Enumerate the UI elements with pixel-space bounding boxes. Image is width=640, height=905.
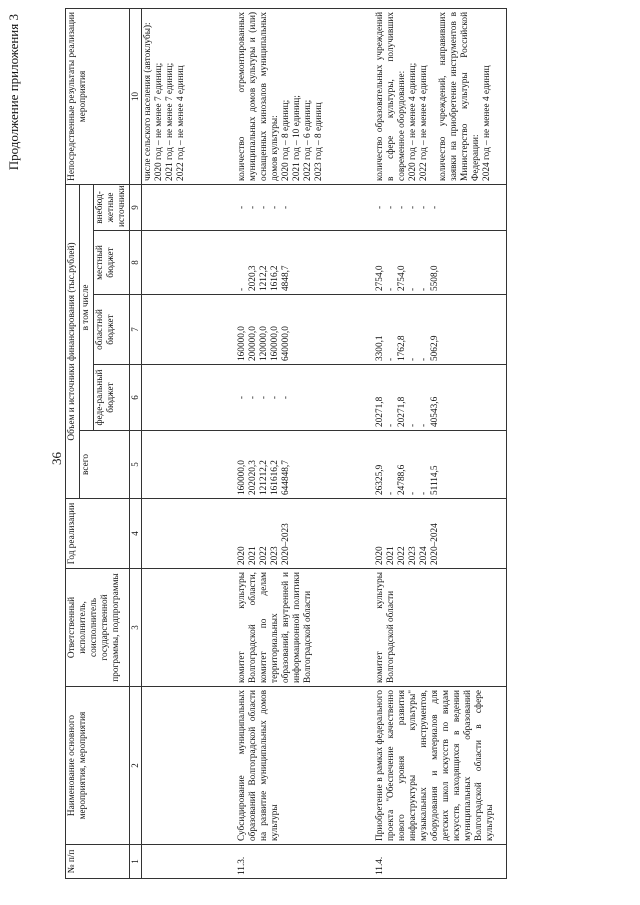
header-local: местный бюджет (94, 231, 130, 295)
header-offbudget: внебюд-жетные источники (94, 184, 130, 230)
row-federal: 20271,8 - 20271,8 - - 40543,6 (374, 365, 507, 431)
continuation-results: числе сельского населения (автоклубы): 2020 год – не менее 7 единиц; 2021 год – не менее 7 единиц; 2022 год – не менее 4 единиц (142, 8, 189, 184)
row-federal: - - - - - (236, 365, 326, 431)
row-results: количество образовательных учреждений в сфере культуры, получивших современное оборудование: 2020 год – не менее 4 единиц; 2022 год – не менее 4 единиц количество учреждений, направивших заявки на приобретение инструментов в Министерство культуры Российской Федерации: 2024 год – не менее 4 единиц (374, 8, 507, 184)
col-num-8: 8 (130, 231, 142, 295)
row-local: 2754,0 - 2754,0 - - 5508,0 (374, 231, 507, 295)
row-name: Субсидирование муниципальных образований Волгоградской области на развитие муниципальных домов культуры (236, 687, 326, 845)
header-results: Непосредственные результаты реализации мероприятия (66, 8, 130, 184)
col-num-2: 2 (130, 687, 142, 845)
col-num-7: 7 (130, 295, 142, 365)
table-row (374, 8, 507, 878)
col-num-4: 4 (130, 499, 142, 569)
header-year: Год реализации (66, 499, 130, 569)
header-executor: Ответственный исполнитель, соисполнитель государственной программы, подпрограммы (66, 569, 130, 687)
header-regional: областной бюджет (94, 295, 130, 365)
header-total: всего (80, 431, 130, 499)
row-num: 11.4. (374, 845, 507, 879)
row-years: 2020 2021 2022 2023 2020–2023 (236, 499, 326, 569)
row-executor: комитет культуры Волгоградской области (374, 569, 507, 687)
row-total: 160000,0 202020,3 121212,2 161616,2 644848,7 (236, 431, 326, 499)
page-number: 36 (49, 452, 64, 465)
col-num-9: 9 (130, 184, 142, 230)
col-num-1: 1 (130, 845, 142, 879)
header-federal: феде-ральный бюджет (94, 365, 130, 431)
col-num-10: 10 (130, 8, 142, 184)
row-name: Приобретение в рамках федерального проекта "Обеспечение качественно нового уровня развития инфраструктуры культуры" музыкальных инструментов, оборудования и материалов для детских школ искусств по видам искусств, находящихся в ведении муниципальных образований Волгоградской области в сфере культуры (374, 687, 507, 845)
row-offbudget: - - - - - (236, 184, 326, 230)
row-regional: 3300,1 - 1762,8 - - 5062,9 (374, 295, 507, 365)
header-incl: в том числе (80, 184, 94, 430)
table-row-continuation (142, 8, 189, 878)
row-results: количество отремонтированных муниципальных домов культуры и (или) оснащенных кинозалов муниципальных домов культуры: 2020 год – 8 единиц; 2021 год – 10 единиц; 2022 год – 6 единиц; 2023 год – 8 единиц (236, 8, 326, 184)
row-num: 11.3. (236, 845, 326, 879)
row-total: 26325,9 - 24788,6 - - 51114,5 (374, 431, 507, 499)
header-funding: Объем и источники финансирования (тыс.рублей) (66, 184, 80, 498)
header-row-1 (66, 8, 80, 878)
column-numbers-row (130, 8, 142, 878)
col-num-3: 3 (130, 569, 142, 687)
header-name: Наименование основного мероприятия, мероприятия (66, 687, 130, 845)
row-local: - 2020,3 1212,2 1616,2 4848,7 (236, 231, 326, 295)
header-num: № п/п (66, 845, 130, 879)
financing-table (65, 8, 507, 879)
row-offbudget: - - - - - - (374, 184, 507, 230)
col-num-5: 5 (130, 431, 142, 499)
table-row (236, 8, 326, 878)
row-years: 2020 2021 2022 2023 2024 2020–2024 (374, 499, 507, 569)
continuation-label: Продолжение приложения 3 (6, 14, 21, 171)
row-executor: комитет культуры Волгоградской области, комитет по делам территориальных образований, внутренней и информационной политики Волгоградской области (236, 569, 326, 687)
row-regional: 160000,0 200000,0 120000,0 160000,0 640000,0 (236, 295, 326, 365)
col-num-6: 6 (130, 365, 142, 431)
